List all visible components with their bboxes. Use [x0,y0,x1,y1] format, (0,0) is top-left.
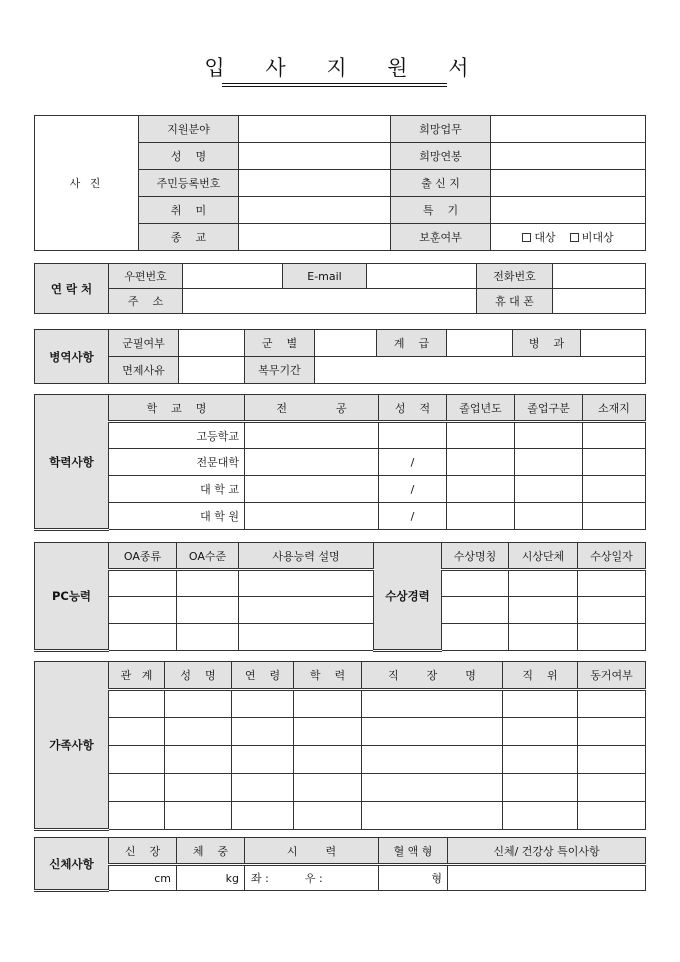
email-input[interactable] [367,264,477,289]
desired-job-label: 희망업무 [391,116,491,143]
position-input[interactable] [503,774,578,802]
contact-table [34,263,646,314]
table-row [35,597,646,624]
cohabit-header: 동거여부 [578,662,646,690]
page-title: 입 사 지 원 서 [204,56,486,80]
position-input[interactable] [503,802,578,830]
education-section-label: 학력사항 [35,395,109,530]
oa-type-input[interactable] [109,570,177,597]
religion-input[interactable] [239,224,391,251]
workplace-input[interactable] [362,774,503,802]
checkbox-icon [570,233,579,242]
table-row [35,422,646,449]
mobile-input[interactable] [553,289,646,314]
cohabit-input[interactable] [578,718,646,746]
award-org-header: 시상단체 [509,543,578,570]
veteran-option-no[interactable]: 비대상 [570,231,614,244]
zip-label: 우편번호 [109,264,183,289]
desired-job-input[interactable] [491,116,646,143]
grad-year-input[interactable] [447,503,515,530]
phone-input[interactable] [553,264,646,289]
major-input[interactable] [245,476,379,503]
family-name-input[interactable] [165,690,232,718]
age-input[interactable] [232,802,294,830]
education-input[interactable] [294,690,362,718]
weight-header: 체 중 [177,838,245,865]
oa-level-header: OA수준 [177,543,239,570]
resident-number-label: 주민등록번호 [139,170,239,197]
vision-right-label: 우 : [304,872,323,885]
table-row [35,503,646,530]
phone-label: 전화번호 [477,264,553,289]
branch-input[interactable] [315,330,377,357]
grad-type-input[interactable] [515,503,583,530]
arm-input[interactable] [581,330,646,357]
award-name-header: 수상명칭 [442,543,509,570]
address-label: 주 소 [109,289,183,314]
oa-level-input[interactable] [177,597,239,624]
mobile-label: 휴 대 폰 [477,289,553,314]
usage-desc-header: 사용능력 설명 [239,543,374,570]
oa-level-input[interactable] [177,570,239,597]
education-table [34,394,646,531]
cohabit-input[interactable] [578,802,646,830]
specialty-label: 특 기 [391,197,491,224]
exemption-label: 면제사유 [109,357,179,384]
family-section-label: 가족사항 [35,662,109,830]
major-input[interactable] [245,503,379,530]
address-input[interactable] [183,289,477,314]
grade-input[interactable]: / [379,449,447,476]
position-input[interactable] [503,718,578,746]
email-label: E-mail [283,264,367,289]
age-input[interactable] [232,690,294,718]
relation-input[interactable] [109,718,165,746]
grade-input[interactable]: / [379,476,447,503]
family-name-input[interactable] [165,802,232,830]
title-underline-2 [222,86,447,87]
grad-year-header: 졸업년도 [447,395,515,422]
zip-input[interactable] [183,264,283,289]
school-input[interactable]: 대 학 교 [109,476,245,503]
family-name-input[interactable] [165,746,232,774]
pc-awards-table [34,542,646,652]
location-input[interactable] [583,503,646,530]
blood-type-input[interactable]: 형 [379,865,448,891]
apply-field-label: 지원분야 [139,116,239,143]
oa-type-input[interactable] [109,597,177,624]
grad-year-input[interactable] [447,449,515,476]
military-section-label: 병역사항 [35,330,109,384]
health-notes-input[interactable] [448,865,646,891]
workplace-input[interactable] [362,690,503,718]
award-name-input[interactable] [442,624,509,651]
award-name-input[interactable] [442,597,509,624]
family-name-header: 성 명 [165,662,232,690]
service-period-label: 복무기간 [245,357,315,384]
education-input[interactable] [294,746,362,774]
workplace-input[interactable] [362,718,503,746]
table-row [35,449,646,476]
table-row [35,624,646,651]
grad-year-input[interactable] [447,422,515,449]
school-input[interactable]: 전문대학 [109,449,245,476]
school-input[interactable]: 고등학교 [109,422,245,449]
awards-section-label: 수상경력 [374,543,442,651]
grade-input[interactable]: / [379,503,447,530]
award-name-input[interactable] [442,570,509,597]
apply-field-input[interactable] [239,116,391,143]
hometown-input[interactable] [491,170,646,197]
location-input[interactable] [583,476,646,503]
award-date-input[interactable] [578,597,646,624]
position-header: 직 위 [503,662,578,690]
weight-input[interactable]: kg [177,865,245,891]
height-input[interactable]: cm [109,865,177,891]
location-input[interactable] [583,422,646,449]
name-input[interactable] [239,143,391,170]
grad-type-input[interactable] [515,422,583,449]
award-org-input[interactable] [509,597,578,624]
age-input[interactable] [232,774,294,802]
award-date-input[interactable] [578,624,646,651]
family-name-input[interactable] [165,774,232,802]
veteran-label: 보훈여부 [391,224,491,251]
checkbox-icon [522,233,531,242]
oa-level-input[interactable] [177,624,239,651]
table-row [35,570,646,597]
grade-input[interactable] [379,422,447,449]
rank-input[interactable] [447,330,513,357]
oa-type-header: OA종류 [109,543,177,570]
usage-desc-input[interactable] [239,597,374,624]
table-row [35,746,646,774]
cohabit-input[interactable] [578,774,646,802]
relation-input[interactable] [109,690,165,718]
photo-box[interactable]: 사 진 [35,116,139,251]
position-input[interactable] [503,690,578,718]
military-status-input[interactable] [179,330,245,357]
hobby-label: 취 미 [139,197,239,224]
service-period-input[interactable] [315,357,646,384]
relation-header: 관 계 [109,662,165,690]
usage-desc-input[interactable] [239,570,374,597]
resident-number-input[interactable] [239,170,391,197]
blood-type-header: 혈 액 형 [379,838,448,865]
education-header: 학 력 [294,662,362,690]
height-header: 신 장 [109,838,177,865]
cohabit-input[interactable] [578,690,646,718]
desired-salary-label: 희망연봉 [391,143,491,170]
workplace-input[interactable] [362,802,503,830]
health-notes-header: 신체/ 건강상 특이사항 [448,838,646,865]
vision-input[interactable] [245,865,379,891]
education-input[interactable] [294,774,362,802]
hobby-input[interactable] [239,197,391,224]
workplace-header: 직 장 명 [362,662,503,690]
major-input[interactable] [245,449,379,476]
rank-label: 계 급 [377,330,447,357]
branch-label: 군 별 [245,330,315,357]
table-row [35,476,646,503]
award-org-input[interactable] [509,624,578,651]
physical-section-label: 신체사항 [35,838,109,891]
major-header: 전 공 [245,395,379,422]
relation-input[interactable] [109,802,165,830]
military-table [34,329,646,384]
table-row [35,718,646,746]
location-header: 소재지 [583,395,646,422]
education-input[interactable] [294,718,362,746]
table-row [35,774,646,802]
table-row [35,690,646,718]
name-label: 성 명 [139,143,239,170]
specialty-input[interactable] [491,197,646,224]
title-underline [222,83,447,84]
veteran-options [491,224,646,251]
grad-year-input[interactable] [447,476,515,503]
desired-salary-input[interactable] [491,143,646,170]
school-input[interactable]: 대 학 원 [109,503,245,530]
family-table [34,661,646,831]
award-date-header: 수상일자 [578,543,646,570]
exemption-input[interactable] [179,357,245,384]
award-date-input[interactable] [578,570,646,597]
family-name-input[interactable] [165,718,232,746]
contact-section-label: 연 락 처 [35,264,109,314]
cohabit-input[interactable] [578,746,646,774]
grad-type-input[interactable] [515,476,583,503]
relation-input[interactable] [109,746,165,774]
position-input[interactable] [503,746,578,774]
grad-type-input[interactable] [515,449,583,476]
personal-table [34,115,646,251]
veteran-option-yes[interactable]: 대상 [522,231,555,244]
usage-desc-input[interactable] [239,624,374,651]
age-input[interactable] [232,718,294,746]
grad-type-header: 졸업구분 [515,395,583,422]
hometown-label: 출 신 지 [391,170,491,197]
pc-section-label: PC능력 [35,543,109,651]
school-name-header: 학 교 명 [109,395,245,422]
arm-label: 병 과 [513,330,581,357]
grade-header: 성 적 [379,395,447,422]
religion-label: 종 교 [139,224,239,251]
award-org-input[interactable] [509,570,578,597]
workplace-input[interactable] [362,746,503,774]
location-input[interactable] [583,449,646,476]
education-input[interactable] [294,802,362,830]
military-status-label: 군필여부 [109,330,179,357]
oa-type-input[interactable] [109,624,177,651]
relation-input[interactable] [109,774,165,802]
age-header: 연 령 [232,662,294,690]
table-row [35,802,646,830]
major-input[interactable] [245,422,379,449]
physical-table [34,837,646,892]
vision-header: 시 력 [245,838,379,865]
vision-left-label: 좌 : [251,872,269,885]
age-input[interactable] [232,746,294,774]
